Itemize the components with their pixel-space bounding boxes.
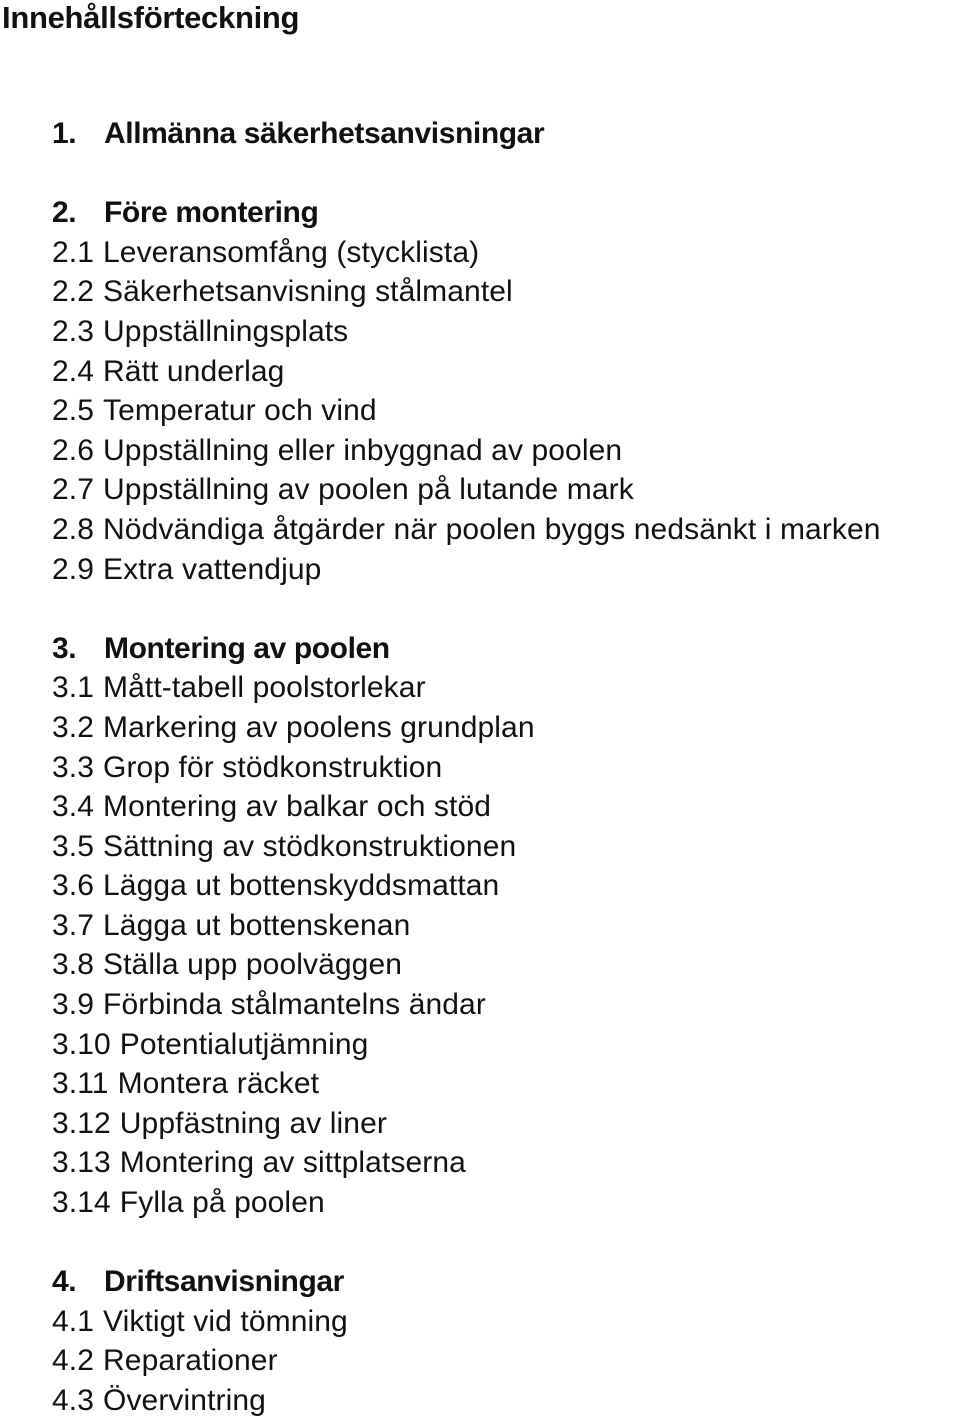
toc-item-2-5[interactable] — [52, 391, 958, 431]
toc-item-4-3[interactable] — [52, 1381, 958, 1421]
toc-item-number: 3.7 — [52, 908, 95, 942]
toc-item-title: Uppställningsplats — [103, 314, 349, 348]
toc-item-2-3[interactable] — [52, 312, 958, 352]
toc-item-title: Montering av sittplatserna — [119, 1146, 466, 1180]
toc-item-number: 3.11 — [52, 1067, 109, 1101]
toc-item-3-2[interactable] — [52, 708, 958, 748]
document-title: Innehållsförteckning — [2, 0, 300, 35]
toc-item-number: 2.6 — [52, 433, 95, 467]
toc-item-2-9[interactable] — [52, 550, 958, 590]
toc-item-3-3[interactable] — [52, 748, 958, 788]
toc-item-2-8[interactable] — [52, 510, 958, 550]
toc-item-number: 2.9 — [52, 552, 95, 586]
toc-item-number: 3.4 — [52, 790, 95, 824]
toc-item-3-10[interactable] — [52, 1025, 958, 1065]
toc-heading-title: Montering av poolen — [104, 631, 390, 665]
toc-heading-number: 1. — [52, 117, 77, 150]
toc-item-title: Potentialutjämning — [119, 1027, 369, 1061]
toc-item-number: 3.3 — [52, 750, 95, 784]
toc-item-2-2[interactable] — [52, 272, 958, 312]
toc-item-title: Leveransomfång (stycklista) — [103, 235, 480, 269]
toc-item-number: 3.13 — [52, 1146, 111, 1180]
table-of-contents — [52, 114, 958, 1421]
toc-item-title: Lägga ut bottenskyddsmattan — [103, 869, 500, 903]
toc-item-title: Viktigt vid tömning — [103, 1304, 348, 1338]
toc-section-3 — [52, 629, 958, 1223]
toc-section-2 — [52, 193, 958, 589]
toc-item-title: Fylla på poolen — [119, 1186, 325, 1220]
toc-item-3-5[interactable] — [52, 827, 958, 867]
toc-item-number: 2.5 — [52, 394, 95, 428]
toc-section-1 — [52, 114, 958, 154]
toc-heading-2[interactable] — [52, 193, 958, 233]
toc-item-3-4[interactable] — [52, 787, 958, 827]
toc-item-3-13[interactable] — [52, 1143, 958, 1183]
toc-item-title: Grop för stödkonstruktion — [103, 750, 443, 784]
toc-heading-number: 3. — [52, 631, 77, 665]
toc-item-number: 3.6 — [52, 869, 95, 903]
toc-item-4-2[interactable] — [52, 1341, 958, 1381]
toc-item-title: Sättning av stödkonstruktionen — [103, 829, 517, 863]
toc-item-number: 3.5 — [52, 829, 95, 863]
toc-item-2-4[interactable] — [52, 352, 958, 392]
toc-item-title: Extra vattendjup — [103, 552, 322, 586]
toc-heading-1[interactable] — [52, 114, 958, 154]
toc-heading-4[interactable] — [52, 1262, 958, 1302]
toc-item-number: 2.4 — [52, 354, 95, 388]
toc-item-number: 4.2 — [52, 1344, 95, 1378]
toc-item-3-11[interactable] — [52, 1064, 958, 1104]
toc-item-3-6[interactable] — [52, 866, 958, 906]
toc-heading-number: 2. — [52, 196, 77, 230]
toc-item-number: 3.14 — [52, 1186, 111, 1220]
toc-item-number: 2.3 — [52, 314, 95, 348]
toc-section-4 — [52, 1262, 958, 1420]
toc-item-title: Rätt underlag — [103, 354, 285, 388]
toc-item-3-12[interactable] — [52, 1104, 958, 1144]
toc-item-number: 3.10 — [52, 1027, 111, 1061]
toc-item-title: Uppställning eller inbyggnad av poolen — [103, 433, 623, 467]
toc-item-number: 2.7 — [52, 473, 95, 507]
toc-item-3-9[interactable] — [52, 985, 958, 1025]
toc-item-number: 4.1 — [52, 1304, 95, 1338]
toc-item-number: 2.2 — [52, 275, 95, 309]
toc-heading-title: Driftsanvisningar — [104, 1265, 344, 1299]
toc-item-number: 4.3 — [52, 1384, 95, 1417]
toc-item-title: Uppställning av poolen på lutande mark — [103, 473, 634, 507]
toc-heading-number: 4. — [52, 1265, 77, 1299]
toc-item-3-8[interactable] — [52, 945, 958, 985]
toc-item-number: 3.12 — [52, 1106, 111, 1140]
toc-item-title: Markering av poolens grundplan — [103, 710, 535, 744]
toc-item-title: Förbinda stålmantelns ändar — [103, 988, 486, 1022]
toc-item-title: Montera räcket — [117, 1067, 320, 1101]
toc-item-3-14[interactable] — [52, 1183, 958, 1223]
toc-item-3-1[interactable] — [52, 668, 958, 708]
toc-item-title: Uppfästning av liner — [119, 1106, 387, 1140]
toc-item-2-7[interactable] — [52, 470, 958, 510]
toc-item-title: Temperatur och vind — [103, 394, 377, 428]
toc-heading-3[interactable] — [52, 629, 958, 669]
toc-item-title: Ställa upp poolväggen — [103, 948, 403, 982]
toc-item-4-1[interactable] — [52, 1302, 958, 1342]
toc-item-title: Lägga ut bottenskenan — [103, 908, 411, 942]
toc-heading-title: Allmänna säkerhetsanvisningar — [104, 117, 545, 150]
toc-heading-title: Före montering — [104, 196, 319, 230]
toc-item-number: 3.8 — [52, 948, 95, 982]
toc-item-number: 2.8 — [52, 512, 95, 546]
toc-item-title: Reparationer — [103, 1344, 278, 1378]
toc-item-number: 2.1 — [52, 235, 95, 269]
toc-item-2-6[interactable] — [52, 431, 958, 471]
toc-item-title: Mått-tabell poolstorlekar — [103, 671, 426, 705]
toc-item-2-1[interactable] — [52, 233, 958, 273]
toc-item-title: Nödvändiga åtgärder när poolen byggs nedsänkt i marken — [103, 512, 881, 546]
toc-item-3-7[interactable] — [52, 906, 958, 946]
toc-item-number: 3.2 — [52, 710, 95, 744]
toc-item-number: 3.9 — [52, 988, 95, 1022]
toc-item-title: Övervintring — [103, 1384, 266, 1417]
toc-item-title: Säkerhetsanvisning stålmantel — [103, 275, 513, 309]
toc-item-title: Montering av balkar och stöd — [103, 790, 492, 824]
toc-item-number: 3.1 — [52, 671, 95, 705]
